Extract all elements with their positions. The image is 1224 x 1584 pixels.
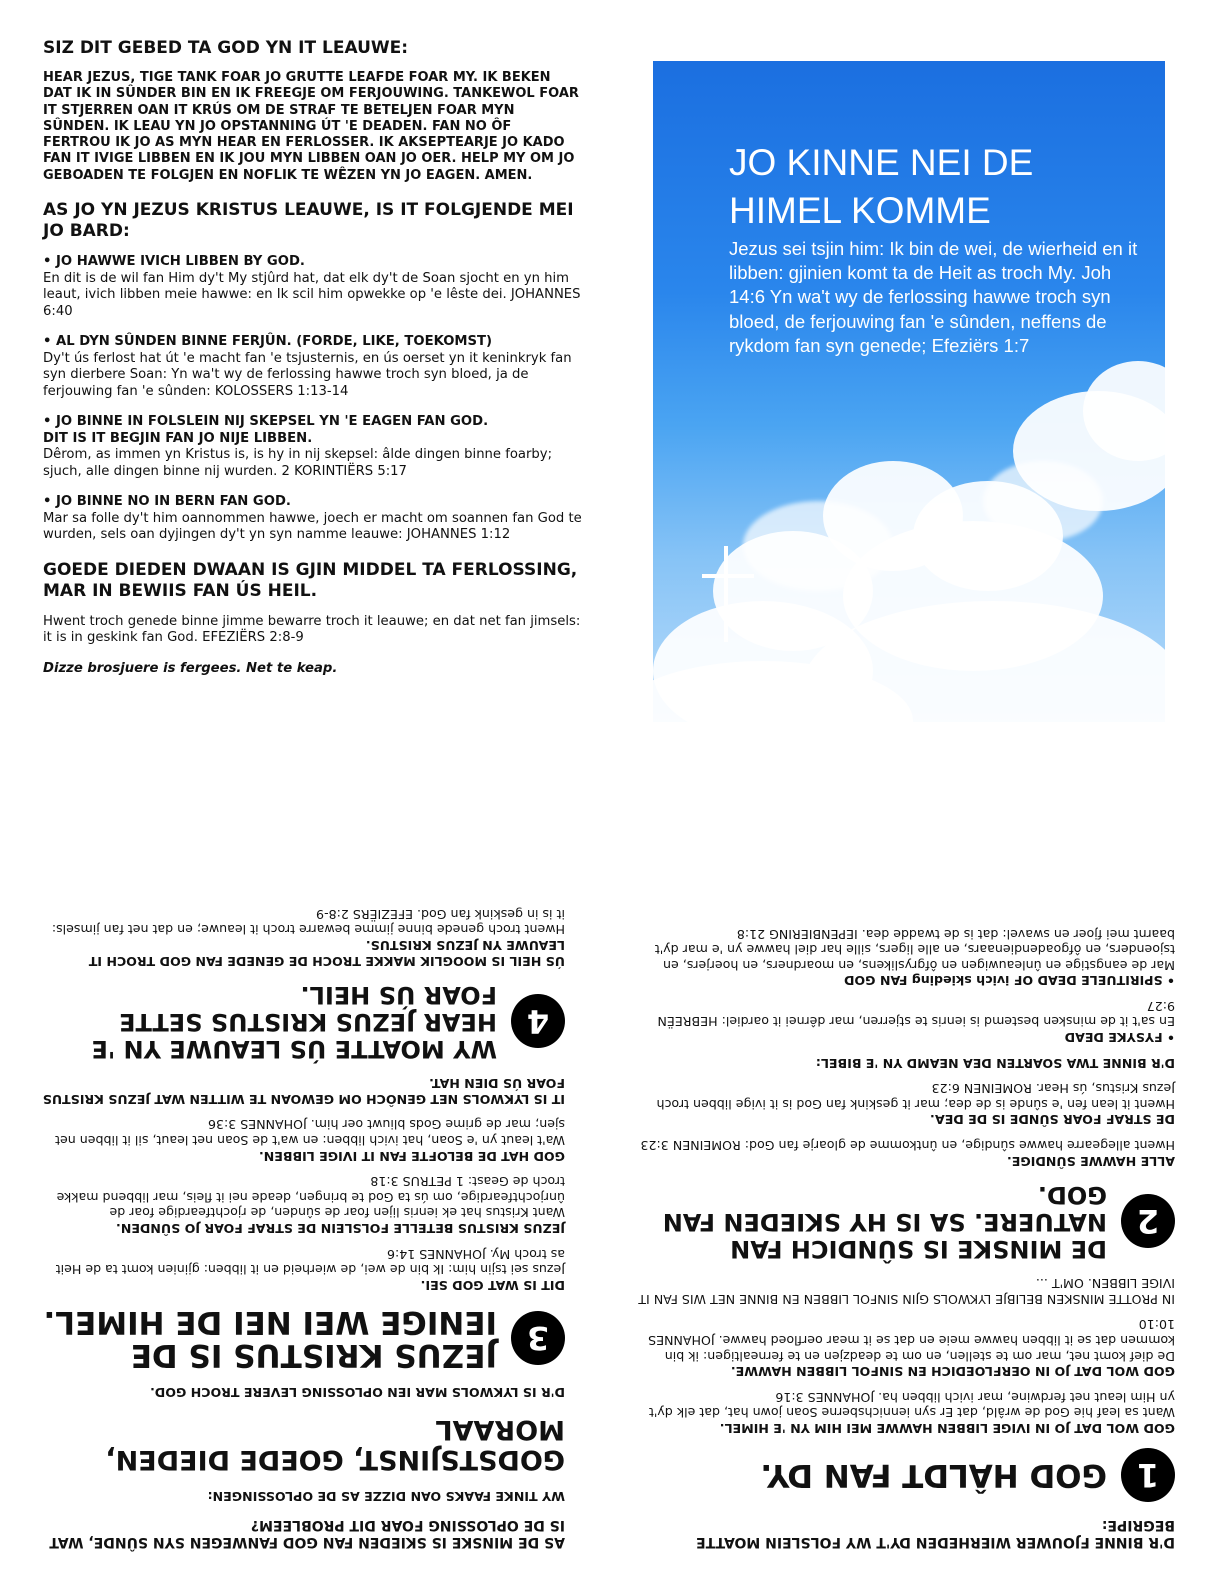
- point-title: • JO HAWWE IVICH LIBBEN BY GOD.: [43, 254, 305, 270]
- question-note: D'R IS LYKWOLS MAR IEN OPLOSSING LEVERE TROCH GOD.: [150, 1385, 565, 1401]
- prayer-heading: SIZ DIT GEBED TA GOD YN IT LEAUWE:: [43, 38, 409, 58]
- cross-icon: [702, 574, 754, 578]
- point-title: • JO BINNE IN FOLSLEIN NIJ SKEPSEL YN 'E EAGEN FAN GOD.: [43, 414, 489, 430]
- follow-heading: AS JO YN JEZUS KRISTUS LEAUWE, IS IT FOLGJENDE MEI JO BARD:: [43, 200, 574, 242]
- section-paragraph: DIT IS WAT GOD SEI. Jezus sei tsjin him: Ik bin de wei, de wierheid en it libben: gjinien komt ta de Heit as troch My. JOHANNES 14:6: [55, 1246, 565, 1293]
- section-paragraph: IT IS LYKWOLS NET GENÔCH OM GEWOAN TE WITTEN WAT JEZUS KRISTUS FOAR ÚS DIEN HAT.: [42, 1076, 565, 1107]
- point-item: [43, 334, 583, 400]
- section-paragraph: DE STRAF FOAR SÛNDE IS DE DEA. Hwent it lean fen 'e sûnde is de dea; mar it geskink fan God is it ivige libben troch Jezus Kristus, ús Hear. ROMEINEN 6:23: [656, 1081, 1175, 1128]
- point-item: [43, 254, 583, 320]
- point-subtitle: DIT IS IT BEGJIN FAN JO NIJE LIBBEN.: [43, 430, 313, 446]
- truths-panel-3-4: [40, 808, 565, 1550]
- point-item: [43, 414, 583, 480]
- point-title: • AL DYN SÛNDEN BINNE FERJÛN. (FORDE, LIKE, TOEKOMST): [43, 334, 493, 350]
- truths-panel-1-2: [630, 808, 1175, 1550]
- cover-image: [653, 61, 1165, 722]
- section-paragraph: ALLE HAWWE SÛNDIGE. Hwent allegearre hawwe sûndige, en ûntkomme de gloarje fan God: ROMEINEN 3:23: [640, 1138, 1175, 1169]
- question-sub: WY TINKE FAAKS OAN DIZZE AS DE OPLOSSINGEN:: [207, 1489, 565, 1504]
- section-number: 2: [1121, 1194, 1175, 1248]
- free-note: Dizze brosjuere is fergees. Net te keap.: [43, 660, 338, 676]
- section-paragraph: JEZUS KRISTUS BETELLE FOLSLEIN DE STRAF FOAR JO SÛNDEN. Want Kristus hat ek ienris lijen foar de sûnden, de rjochtfeardige foar de ûnrjochtfeardige, om ús ta God te bringen, deade nei it fleis, mar libbend makke troch de Geast: 1 PETRUS 3:18: [56, 1174, 565, 1237]
- works-heading: GOEDE DIEDEN DWAAN IS GJIN MIDDEL TA FERLOSSING, MAR IN BEWIIS FAN ÚS HEIL.: [43, 559, 578, 601]
- section-paragraph: IN PROTTE MINSKEN BELIBJE LYKWOLS GJIN SINFOL LIBBEN EN BINNE NET WIS FAN IT IVIGE LIBBEN. OM'T ...: [638, 1276, 1175, 1307]
- works-text: Hwent troch genede binne jimme bewarre troch it leauwe; en dat net fan jimsels: it is in geskink fan God. EFEZIËRS 2:8-9: [43, 613, 581, 646]
- prayer-text: HEAR JEZUS, TIGE TANK FOAR JO GRUTTE LEAFDE FOAR MY. IK BEKEN DAT IK IN SÛNDER BIN EN IK FREEGJE OM FERJOUWING. TANKEWOL FOAR IT STJERREN OAN IT KRÚS OM DE STRAF TE BETELJEN FOAR MYN SÛNDEN. IK LEAU YN JO OPSTANNING ÚT 'E DEADEN. FAN NO ÔF FERTROU IK JO AS MYN HEAR EN FERLOSSER. IK AKSEPTEARJE JO KADO FAN IT IVIGE LIBBEN EN IK JOU MYN LIBBEN OAN JO OER. HELP MY OM JO GEBOADEN TE FOLGJEN EN NOFLIK TE WÊZEN YN JO EAGEN. AMEN.: [43, 70, 579, 183]
- section-paragraph: D'R BINNE TWA SOARTEN DEA NEAMD YN 'E BIBEL:: [815, 1055, 1175, 1071]
- section-title: WY MOATTE ÚS LEAUWE YN 'E HEAR JEZUS KRISTUS SETTE FOAR ÚS HEIL.: [91, 980, 497, 1063]
- cross-icon: [724, 546, 728, 642]
- section-paragraph: GOD HAT DE BELOFTE FAN IT IVIGE LIBBEN. Wa't leaut yn 'e Soan, hat ivich libben: en wa't de Soan net leaut, sil it libben net sjen; mar de grime Gods bliuwt oer him. JOHANNES 3:36: [55, 1117, 565, 1164]
- section-paragraph: ÚS HEIL IS MOOGLIK MAKKE TROCH DE GENEDE FAN GOD TROCH IT LEAUWE YN JEZUS KRISTUS. Hwent troch genede binne jimme bewarre troch it leauwe; en dat net fan jimsels: it is in geskink fan God. EFEZIËRS 2:8-9: [51, 906, 565, 969]
- point-item: [43, 494, 583, 544]
- section-header: [40, 1305, 565, 1371]
- prayer-panel: [43, 38, 583, 677]
- section-paragraph: • SPIRITUELE DEAD OF ivich skieding FAN GOD Mar de eangstige en ûnleauwigen en ôfgryslikens, en moardners, en hoerjers, en tsjoenders, en ôfgoadendienaars, en alle ligers, sille har diel hawwe yn 'e mar dy't baarnt mei fjoer en swavel: dat is de twadde dea. IEPENBIERING 21:8: [654, 926, 1175, 989]
- cover-title: JO KINNE NEI DE HIMEL KOMME: [729, 142, 1034, 231]
- section-title: GOD HÂLDT FAN DY.: [760, 1457, 1107, 1494]
- section-header: [630, 1448, 1175, 1502]
- section-number: 4: [511, 994, 565, 1048]
- section-number: 3: [511, 1311, 565, 1365]
- question-heading: AS DE MINSKE IS SKIEDEN FAN GOD FANWEGEN SYN SÛNDE, WAT IS DE OPLOSSING FOAR DIT PROBLEEM?: [49, 1517, 565, 1550]
- section-header: [40, 981, 565, 1062]
- point-title: • JO BINNE NO IN BERN FAN GOD.: [43, 494, 291, 510]
- section-title: JEZUS KRISTUS IS DE IENIGE WEI NEI DE HIMEL.: [43, 1303, 497, 1373]
- point-text: Mar sa folle dy't him oannommen hawwe, joech er macht om soannen fan God te wurden, sels oan dyjingen dy't yn syn namme leauwe: JOHANNES 1:12: [43, 510, 582, 543]
- section-paragraph: • FYSYKE DEAD En sa't it de minsken bestemd is ienris te stjerren, mar dêrnei it oardiel: HEBREËN 9:27: [657, 998, 1175, 1046]
- section-title: DE MINSKE IS SÛNDICH FAN NATUERE. SA IS HY SKIEDEN FAN GOD.: [662, 1180, 1107, 1263]
- point-text: Dêrom, as immen yn Kristus is, is hy in nij skepsel: âlde dingen binne foarby; sjuch, alle dingen binne nij wurden. 2 KORINTIËRS 5:17: [43, 447, 553, 479]
- section-number: 1: [1121, 1448, 1175, 1502]
- cover-verse: Jezus sei tsjin him: Ik bin de wei, de wierheid en it libben: gjinien komt ta de Heit as troch My. Joh 14:6 Yn wa't wy de ferlossing hawwe troch syn bloed, de ferjouwing fan 'e sûnden, neffens de rykdom fan syn genede; Efeziërs 1:7: [729, 238, 1138, 356]
- section-header: [630, 1181, 1175, 1262]
- truths-intro: D'R BINNE FJOUWER WIERHEDEN DY'T WY FOLSLEIN MOATTE BEGRIPE:: [696, 1517, 1175, 1550]
- section-paragraph: GOD WOL DAT JO IN IVIGE LIBBEN HAWWE MEI HIM YN 'E HIMEL. Want sa leaf hie God de wrâld, dat Er syn iennichsberne Soan jown hat, dat elk dy't yn Him leaut net ferdwine, mar ivich libben ha. JOHANNES 3:16: [648, 1389, 1175, 1436]
- point-text: Dy't ús ferlost hat út 'e macht fan 'e tsjusternis, en ús oerset yn it keninkryk fan syn dierbere Soan: Yn wa't wy de ferlossing hawwe troch syn bloed, ja de ferjouwing fan 'e sûnden: KOLOSSERS 1:13-14: [43, 350, 572, 399]
- point-text: En dit is de wil fan Him dy't My stjûrd hat, dat elk dy't de Soan sjocht en yn him leaut, ivich libben meie hawwe: en Ik scil him opwekke op 'e lêste dei. JOHANNES 6:40: [43, 270, 581, 319]
- question-main: GODSTSJINST, GOEDE DIEDEN, MORAAL: [105, 1414, 565, 1476]
- section-paragraph: GOD WOL DAT JO IN OERFLOEDICH EN SINFOL LIBBEN HAWWE. De dief komt net, mar om te stellen, en om te deadzjen en te fernealtigen: ik bin kommen dat se it libben hawwe meie en dat se it mear oerfloed hawwe. JOHANNES 10:10: [648, 1317, 1175, 1380]
